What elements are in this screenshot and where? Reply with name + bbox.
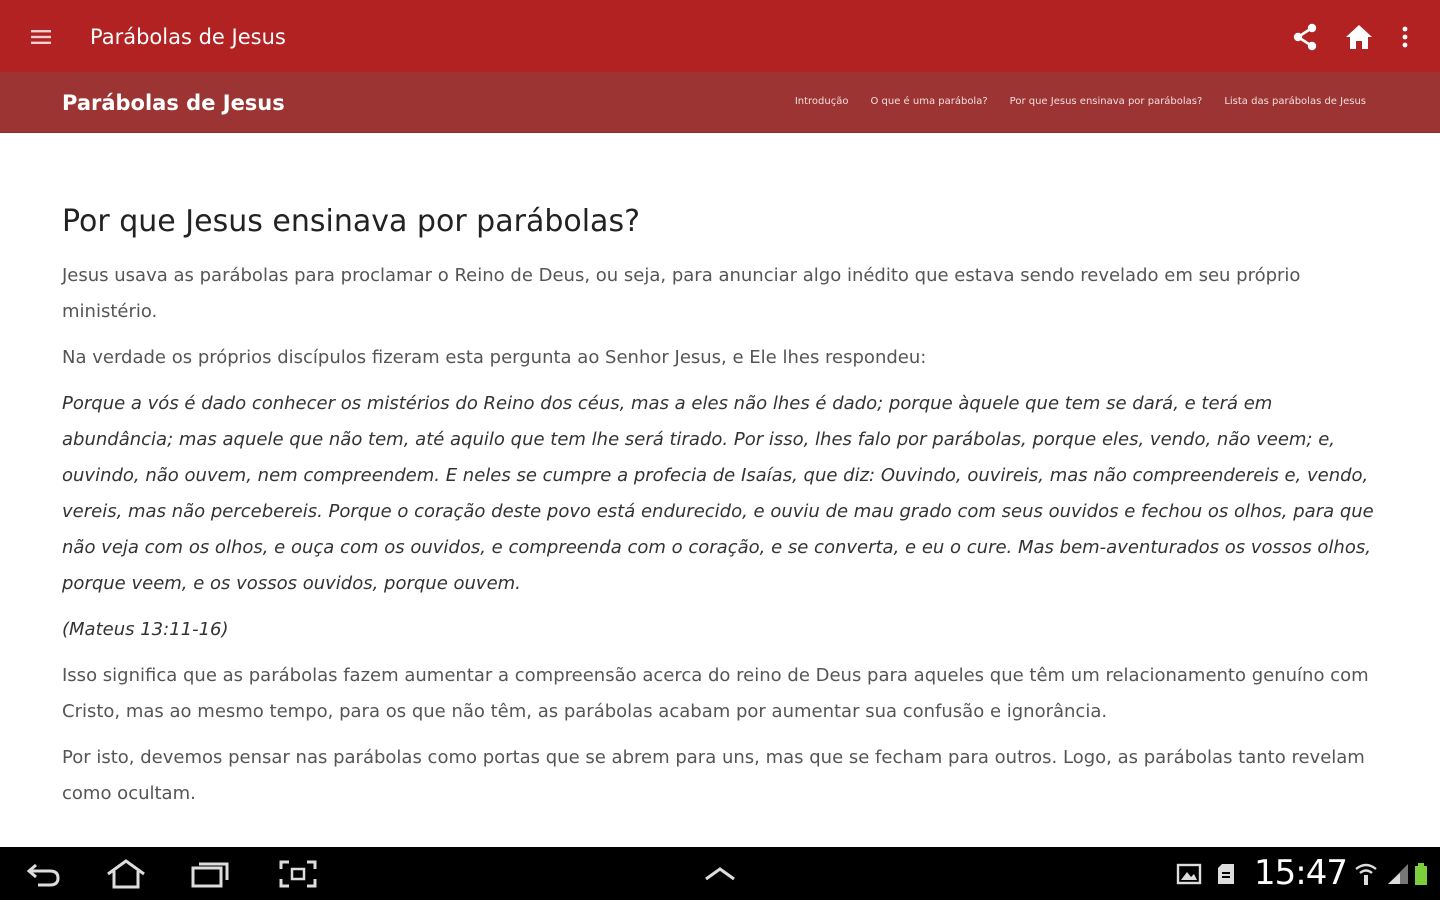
share-button[interactable] bbox=[1288, 20, 1322, 54]
article-paragraph-3: Isso significa que as parábolas fazem aumentar a compreensão acerca do reino de Deus para aqueles que têm um relacionamento genuíno com Cristo, mas ao mesmo tempo, para os que não têm, as parábolas acabam por aumentar sua confusão e ignorância. bbox=[62, 665, 1369, 722]
article bbox=[62, 200, 1382, 822]
nav-link-lista-parabolas[interactable]: Lista das parábolas de Jesus bbox=[1224, 96, 1366, 107]
app-bar bbox=[0, 0, 1440, 72]
site-header bbox=[0, 72, 1440, 133]
article-paragraph-2: Na verdade os próprios discípulos fizeram esta pergunta ao Senhor Jesus, e Ele lhes respondeu: bbox=[62, 347, 927, 368]
site-brand[interactable]: Parábolas de Jesus bbox=[62, 91, 285, 115]
screenshot-button[interactable] bbox=[276, 857, 320, 891]
nav-link-por-que-parabolas[interactable]: Por que Jesus ensinava por parábolas? bbox=[1009, 96, 1203, 107]
recents-button[interactable] bbox=[188, 857, 232, 891]
gallery-icon bbox=[1176, 863, 1202, 885]
battery-icon bbox=[1414, 862, 1428, 886]
menu-icon bbox=[30, 28, 52, 46]
home-outline-icon bbox=[104, 858, 148, 890]
app-title: Parábolas de Jesus bbox=[90, 25, 286, 49]
scripture-quote: Porque a vós é dado conhecer os mistérios do Reino dos céus, mas a eles não lhes é dado; porque àquele que tem se dará, e terá em abundância; mas aquele que não tem, até aquilo que tem lhe será tirado. Por isso, lhes falo por parábolas, porque eles, vendo, não veem; e, ouvindo, não ouvem, nem compreendem. E neles se cumpre a profecia de Isaías, que diz: Ouvindo, ouvireis, mas não compreendereis e, vendo, vereis, mas não percebereis. Porque o coração deste povo está endurecido, e ouviu de mau grado com seus ouvidos e fechou os olhos, para que não veja com os olhos, e ouça com os ouvidos, e compreenda com o coração, e se converta, e eu o cure. Mas bem-aventurados os vossos olhos, porque veem, e os vossos ouvidos, porque ouvem. bbox=[62, 393, 1374, 594]
status-clock[interactable]: 15:47 bbox=[1254, 853, 1347, 893]
gallery-notification[interactable] bbox=[1175, 861, 1203, 887]
system-nav-bar bbox=[0, 847, 1440, 900]
back-icon bbox=[24, 859, 64, 889]
share-icon bbox=[1290, 22, 1320, 52]
more-options-button[interactable] bbox=[1390, 20, 1420, 54]
nav-link-o-que-e-parabola[interactable]: O que é uma parábola? bbox=[870, 96, 988, 107]
signal-icon bbox=[1386, 862, 1410, 886]
chevron-up-icon bbox=[700, 864, 740, 884]
battery-status bbox=[1410, 861, 1432, 887]
article-heading: Por que Jesus ensinava por parábolas? bbox=[62, 204, 640, 239]
home-system-button[interactable] bbox=[104, 857, 148, 891]
more-vert-icon bbox=[1401, 24, 1409, 50]
wifi-icon bbox=[1354, 861, 1378, 887]
home-button[interactable] bbox=[1342, 20, 1376, 54]
home-icon bbox=[1344, 22, 1374, 52]
article-paragraph-1: Jesus usava as parábolas para proclamar o Reino de Deus, ou seja, para anunciar algo inédito que estava sendo revelado em seu próprio ministério. bbox=[62, 265, 1301, 322]
sd-card-notification[interactable] bbox=[1212, 861, 1240, 887]
back-button[interactable] bbox=[22, 857, 66, 891]
article-paragraph-4: Por isto, devemos pensar nas parábolas como portas que se abrem para uns, mas que se fecham para outros. Logo, as parábolas tanto revelam como ocultam. bbox=[62, 747, 1365, 804]
expand-button[interactable] bbox=[698, 857, 742, 891]
signal-status bbox=[1384, 861, 1412, 887]
nav-link-introducao[interactable]: Introdução bbox=[794, 96, 849, 107]
menu-button[interactable] bbox=[26, 22, 56, 52]
scripture-reference: (Mateus 13:11-16) bbox=[62, 619, 229, 640]
sd-card-icon bbox=[1216, 862, 1236, 886]
site-nav bbox=[795, 94, 1366, 110]
screenshot-icon bbox=[278, 859, 318, 889]
wifi-status bbox=[1352, 861, 1380, 887]
recents-icon bbox=[190, 859, 230, 889]
